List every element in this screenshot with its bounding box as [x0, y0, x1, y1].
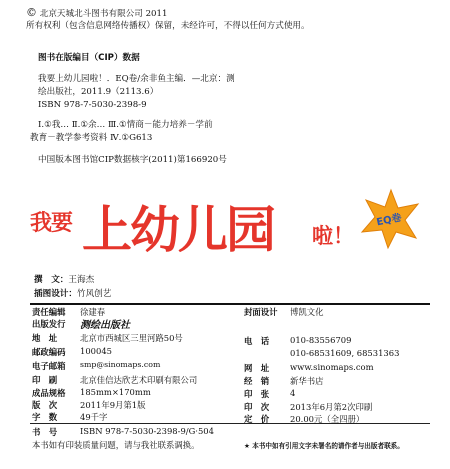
- label-editor: 责任编辑: [32, 307, 66, 317]
- cip-line-5: 教育－教学参考资料 Ⅳ.①G613: [30, 133, 153, 143]
- title-big-text: 上幼儿园: [82, 201, 274, 259]
- value-website: www.sinomaps.com: [290, 362, 374, 372]
- label-postcode: 邮政编码: [32, 347, 66, 357]
- badge-label: EQ卷: [375, 212, 403, 229]
- value-cover-design: 博凯文化: [290, 307, 324, 317]
- label-isbn: 书 号: [32, 427, 58, 437]
- label-phone: 电 话: [244, 336, 270, 346]
- cip-heading: 图书在版编目（CIP）数据: [38, 53, 140, 63]
- value-phone-1: 010-83556709: [290, 335, 352, 345]
- illustration-name: 竹风创艺: [76, 289, 112, 299]
- copyright-symbol: ©: [26, 6, 37, 19]
- label-size: 成品规格: [32, 388, 66, 398]
- value-isbn: ISBN 978-7-5030-2398-9/G·504: [80, 426, 214, 436]
- label-email: 电子邮箱: [32, 361, 66, 371]
- copyright-line-1: [26, 7, 167, 20]
- credit-author: [34, 273, 94, 285]
- copyright-owner: 北京天城北斗图书有限公司 2011: [39, 9, 168, 19]
- label-distributor: 经 销: [244, 376, 270, 386]
- illustration-label: 插图设计：: [34, 289, 77, 299]
- cip-line-3: ISBN 978-7-5030-2398-9: [38, 100, 147, 110]
- value-editor: 徐建春: [80, 307, 106, 317]
- label-wordcount: 字 数: [32, 412, 58, 422]
- value-printer: 北京佳信达欣艺术印刷有限公司: [80, 375, 198, 385]
- value-wordcount: 49千字: [80, 412, 108, 422]
- value-price: 20.00元（全四册）: [290, 414, 365, 424]
- colophon-bottom-rule: [30, 423, 430, 424]
- value-address: 北京市西城区三里河路50号: [80, 333, 183, 343]
- label-sheets: 印 张: [244, 389, 270, 399]
- value-distributor: 新华书店: [290, 376, 324, 386]
- footer-citation-note: ★ 本书中如有引用文字未署名的请作者与出版者联系。: [244, 442, 404, 450]
- author-name: 王海杰: [68, 275, 95, 285]
- value-printing: 2013年6月第2次印刷: [290, 402, 373, 412]
- value-postcode: 100045: [80, 346, 112, 356]
- label-publisher: 出版发行: [32, 319, 66, 329]
- value-email: smp@sinomaps.com: [80, 360, 161, 369]
- label-printer: 印 刷: [32, 375, 58, 385]
- colophon-top-rule: [30, 303, 430, 305]
- value-size: 185mm×170mm: [80, 387, 151, 397]
- title-tail-text: 啦！: [312, 224, 354, 248]
- label-address: 地 址: [32, 333, 58, 343]
- cip-line-6: 中国版本图书馆CIP数据核字(2011)第166920号: [38, 155, 227, 165]
- title-banner: [20, 186, 440, 266]
- cip-line-2: 绘出版社，2011.9（2113.6）: [38, 87, 159, 97]
- label-printing: 印 次: [244, 402, 270, 412]
- label-price: 定 价: [244, 414, 270, 424]
- copyright-line-2: 所有权利（包含信息网络传播权）保留，未经许可，不得以任何方式使用。: [26, 21, 310, 31]
- title-small-text: 我要: [30, 211, 73, 236]
- value-publisher: 测绘出版社: [80, 320, 130, 331]
- value-sheets: 4: [290, 388, 296, 398]
- author-label: 撰 文：: [34, 275, 69, 285]
- credit-illustration: [34, 287, 111, 299]
- label-website: 网 址: [244, 363, 270, 373]
- cip-line-4: Ⅰ.①我… Ⅱ.①余… Ⅲ.①情商－能力培养－学前: [38, 120, 213, 130]
- footer-quality-note: 本书如有印装质量问题，请与我社联系调换。: [32, 440, 200, 450]
- label-edition: 版 次: [32, 400, 58, 410]
- value-phone-2: 010-68531609, 68531363: [290, 348, 400, 358]
- value-edition: 2011年9月第1版: [80, 400, 146, 410]
- label-cover-design: 封面设计: [244, 307, 278, 317]
- cip-line-1: 我要上幼儿园啦！．EQ卷/余非鱼主编．—北京：测: [38, 74, 235, 84]
